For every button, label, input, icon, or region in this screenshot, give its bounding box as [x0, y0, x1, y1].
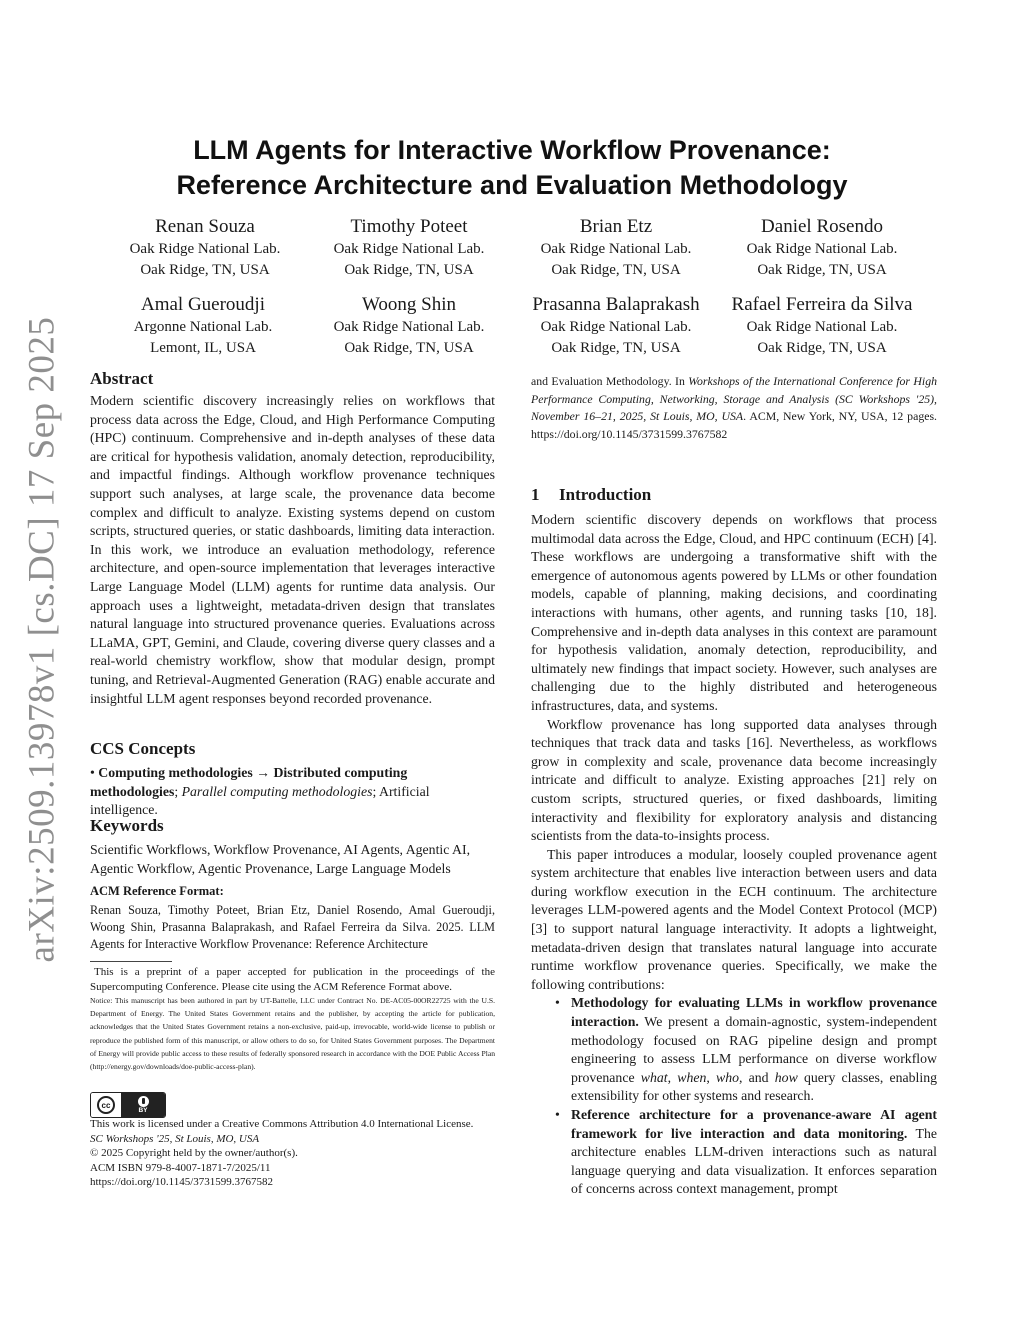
- contribution-title: Methodology for evaluating LLMs in workflow provenance interaction.: [571, 995, 937, 1030]
- bullet-dot: •: [555, 995, 560, 1011]
- author-block: [304, 293, 514, 358]
- author-location: Oak Ridge, TN, USA: [140, 261, 270, 278]
- ccs-concepts: [90, 764, 495, 820]
- arxiv-identifier: arXiv:2509.13978v1 [cs.DC] 17 Sep 2025: [21, 316, 63, 963]
- author-name: Amal Gueroudji: [140, 294, 265, 315]
- author-location: Oak Ridge, TN, USA: [344, 261, 474, 278]
- author-block: [304, 215, 514, 280]
- cc-by-license-badge[interactable]: [90, 1092, 166, 1118]
- acm-reference-heading: ACM Reference Format:: [90, 884, 224, 898]
- abstract-heading: Abstract: [90, 369, 154, 388]
- author-location: Oak Ridge, TN, USA: [757, 261, 887, 278]
- query-class-what: what: [640, 1069, 668, 1085]
- author-affiliation: Oak Ridge National Lab.: [540, 319, 692, 335]
- contribution-title: Reference architecture for a provenance-aware AI agent framework for live interaction and data monitoring.: [571, 1107, 937, 1141]
- ccs-separator: ;: [174, 783, 182, 799]
- ccs-secondary-concept: Parallel computing methodologies: [181, 783, 373, 799]
- acm-ref-cont-2: . ACM, New York, NY, USA, 12 pages. https://doi.org/10.1145/3731599.3767582: [531, 409, 937, 441]
- query-class-when: when: [677, 1069, 707, 1085]
- author-affiliation: Oak Ridge National Lab.: [333, 241, 485, 257]
- ccs-heading: CCS Concepts: [90, 739, 196, 758]
- section-number: 1: [531, 485, 540, 504]
- author-name: Renan Souza: [155, 216, 255, 237]
- license-info: [90, 1117, 495, 1190]
- author-block: [710, 293, 934, 358]
- author-name: Woong Shin: [361, 294, 456, 315]
- author-block: [497, 293, 735, 358]
- attribution-icon: [138, 1096, 149, 1107]
- author-location: Oak Ridge, TN, USA: [757, 339, 887, 356]
- section-title: Introduction: [559, 485, 652, 504]
- ccs-bullet: •: [90, 765, 95, 780]
- comma: ,: [706, 1069, 717, 1085]
- comma: ,: [667, 1069, 678, 1085]
- contribution-text: query classes, enabling extensibility for other systems and research.: [571, 1069, 937, 1104]
- author-location: Oak Ridge, TN, USA: [551, 339, 681, 356]
- contribution-text: We present a domain-agnostic, system-independent methodology focused on RAG pipeline design and prompt engineering to assess LLM performance on diverse workflow provenance: [571, 1014, 937, 1085]
- author-affiliation: Oak Ridge National Lab.: [746, 241, 898, 257]
- intro-paragraph-1: Modern scientific discovery depends on workflows that process multimodal data across the Edge, Cloud, and HPC continuum (ECH) [4]. These workflows are undergoing a transformative shift with the emergence of autonomous agents powered by LLMs or other foundation models, capable of planning, making decisions, and coordinating interactions with humans, other agents, and running tasks [10, 18]. Comprehensive and in-depth data analyses in this context are paramount for hypothesis validation, anomaly detection, reproducibility, and ultimately new findings that impact society. However, such analyses are challenging due to the highly distributed and heterogeneous infrastructures, data, and systems.: [531, 512, 937, 713]
- abstract-text: Modern scientific discovery increasingly relies on workflows that process data across the Edge, Cloud, and High Performance Computing (HPC) continuum. Comprehensive and in-depth analyses of these data are critical for hypothesis validation, anomaly detection, reproducibility, and impactful findings. Although workflow provenance techniques support such analyses, at large scale, the provenance data become complex and difficult to analyze. Existing systems depend on custom scripts, structured queries, or static dashboards, limiting data interaction. In this work, we introduce an evaluation methodology, reference architecture, and open-source implementation that leverages interactive Large Language Model (LLM) agents for runtime data analysis. Our approach uses a lightweight, metadata-driven design that translates natural language into structured provenance queries. Evaluations across LLaMA, GPT, Gemini, and Claude, covering diverse query classes and a real-world chemistry workflow, show that modular design, prompt tuning, and Retrieval-Augmented Generation (RAG) enable accurate and insightful LLM agent responses beyond recorded provenance.: [90, 393, 495, 706]
- author-affiliation: Oak Ridge National Lab.: [129, 241, 281, 257]
- author-block: [98, 293, 308, 358]
- list-item: [531, 1106, 937, 1199]
- keywords-heading: Keywords: [90, 816, 164, 835]
- acm-reference-continued: [531, 373, 937, 443]
- introduction-body: [531, 511, 937, 1199]
- author-affiliation: Oak Ridge National Lab.: [746, 319, 898, 335]
- author-affiliation: Argonne National Lab.: [133, 319, 273, 335]
- contributions-list: [531, 994, 937, 1199]
- cc-icon: cc: [97, 1096, 115, 1114]
- doe-notice: Notice: This manuscript has been authored in part by UT-Battelle, LLC under Contract No. DE-AC05-00OR22725 with the U.S. Department of Energy. The United States Government retains and the publisher, by accepting the article for publication, acknowledges that the United States Government retains a non-exclusive, paid-up, irrevocable, world-wide license to publish or reproduce the published form of this manuscript, or allow others to do so, for United States Government purposes. The Department of Energy will provide public access to these results of federally sponsored research in accordance with the DOE Public Access Plan (http://energy.gov/downloads/doe-public-access-plan).: [90, 996, 495, 1072]
- intro-paragraph-3: This paper introduces a modular, loosely coupled provenance agent system architecture that enables live interaction between users and data during workflow execution in the ECH continuum. The architecture leverages LLM-powered agents and the Model Context Protocol (MCP) [3] to support natural language interactivity. It adopts a lightweight, metadata-driven design that translates natural language into accurate runtime workflow provenance queries. Specifically, we make the following contributions:: [531, 846, 937, 992]
- author-name: Rafael Ferreira da Silva: [731, 294, 913, 315]
- venue: SC Workshops '25, St Louis, MO, USA: [90, 1132, 260, 1145]
- title-line-2: Reference Architecture and Evaluation Methodology: [176, 170, 848, 200]
- author-location: Oak Ridge, TN, USA: [344, 339, 474, 356]
- acm-ref-cont-1: and Evaluation Methodology. In: [531, 374, 689, 388]
- introduction-heading: [531, 485, 651, 505]
- query-class-how: how: [774, 1069, 798, 1085]
- title-line-1: LLM Agents for Interactive Workflow Provenance:: [193, 135, 831, 165]
- author-location: Oak Ridge, TN, USA: [551, 261, 681, 278]
- doi-link[interactable]: https://doi.org/10.1145/3731599.3767582: [90, 1176, 274, 1188]
- author-block: [511, 215, 721, 280]
- keywords-text: Scientific Workflows, Workflow Provenance, AI Agents, Agentic AI, Agentic Workflow, Agentic Provenance, Large Language Models: [90, 842, 471, 876]
- bullet-dot: •: [555, 1107, 560, 1122]
- author-affiliation: Oak Ridge National Lab.: [540, 241, 692, 257]
- list-item: [531, 994, 937, 1106]
- ccs-rest: ; Artificial intelligence.: [90, 783, 430, 818]
- copyright: © 2025 Copyright held by the owner/author(s).: [90, 1147, 298, 1159]
- paper-title: [120, 133, 904, 203]
- author-name: Prasanna Balaprakash: [532, 294, 700, 315]
- isbn: ACM ISBN 979-8-4007-1871-7/2025/11: [90, 1161, 271, 1174]
- query-class-who: who: [716, 1069, 740, 1085]
- footnote-divider: [90, 961, 172, 962]
- ccs-primary-concept: Computing methodologies → Distributed computing methodologies: [90, 765, 408, 799]
- conjunction: , and: [739, 1069, 775, 1085]
- author-affiliation: Oak Ridge National Lab.: [333, 319, 485, 335]
- author-name: Brian Etz: [579, 216, 653, 237]
- author-block: [717, 215, 927, 280]
- author-name: Timothy Poteet: [350, 216, 468, 237]
- intro-paragraph-2: Workflow provenance has long supported data analyses through techniques that track data and tasks [16]. Nevertheless, as workflows grow in complexity and scale, provenance data become increasingly intricate and difficult to analyze. Existing approaches [21] rely on custom scripts, structured queries, or fixed dashboards, limiting interactivity and flexibility for exploratory analysis and distancing scientists from the data-to-insights process.: [531, 716, 937, 844]
- cc-badge-left: [91, 1093, 121, 1117]
- preprint-footnote: This is a preprint of a paper accepted for publication in the proceedings of the Supercomputing Conference. Please cite using the ACM Reference Format above.: [90, 966, 495, 993]
- acm-ref-venue: Workshops of the International Conference for High Performance Computing, Networking, Storage and Analysis (SC Workshops '25), November 16–21, 2025, St Louis, MO, USA: [531, 374, 937, 423]
- author-block: [100, 215, 310, 280]
- by-label: BY: [138, 1106, 148, 1114]
- author-location: Lemont, IL, USA: [150, 339, 256, 356]
- author-name: Daniel Rosendo: [761, 216, 883, 237]
- contribution-text: The architecture enables LLM-driven interactions such as natural language querying and data visualization. It enforces separation of concerns across context management, prompt: [571, 1125, 937, 1197]
- acm-reference-text: Renan Souza, Timothy Poteet, Brian Etz, Daniel Rosendo, Amal Gueroudji, Woong Shin, Prasanna Balaprakash, and Rafael Ferreira da Silva. 2025. LLM Agents for Interactive Workflow Provenance: Reference Architecture: [90, 903, 495, 952]
- license-statement: This work is licensed under a Creative Commons Attribution 4.0 International License.: [90, 1118, 474, 1130]
- cc-badge-right: [121, 1093, 165, 1117]
